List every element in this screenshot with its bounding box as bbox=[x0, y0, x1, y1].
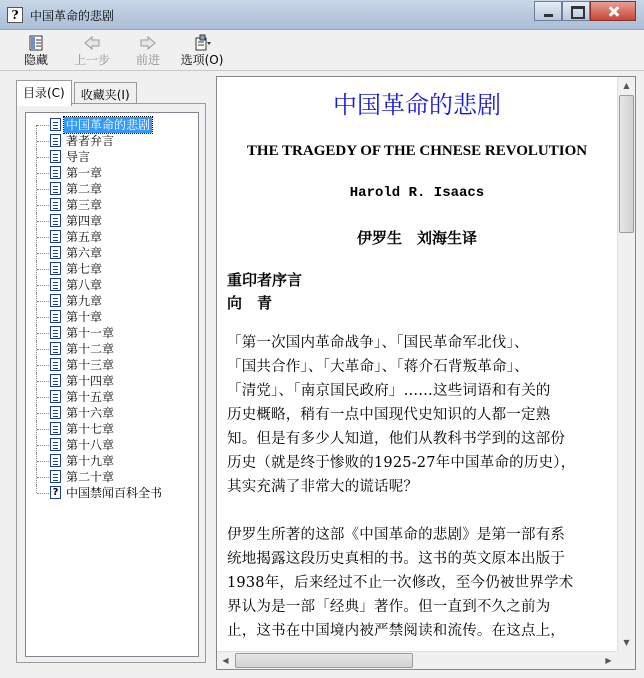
window-title: 中国革命的悲剧 bbox=[30, 9, 115, 23]
tree-guide-line bbox=[37, 365, 49, 366]
tree-item[interactable] bbox=[26, 373, 196, 389]
tree-item[interactable] bbox=[26, 117, 196, 133]
tree-item-label: 著者弁言 bbox=[66, 134, 115, 148]
paragraph-line: 「国共合作」、「大革命」、「蒋介石背叛革命」、 bbox=[227, 359, 529, 375]
tree-item[interactable] bbox=[26, 197, 196, 213]
tree-item[interactable] bbox=[26, 293, 196, 309]
tree-item-label: 第十二章 bbox=[66, 342, 115, 356]
section-heading bbox=[227, 269, 302, 315]
arrow-left-icon bbox=[83, 34, 101, 52]
tree-item[interactable] bbox=[26, 325, 196, 341]
tree-item-label: 中国革命的悲剧 bbox=[66, 118, 151, 132]
title-bar[interactable] bbox=[0, 0, 644, 30]
document-icon bbox=[50, 134, 61, 147]
options-label: 选项(O) bbox=[180, 53, 224, 67]
maximize-button[interactable] bbox=[562, 1, 590, 21]
tree-item[interactable] bbox=[26, 133, 196, 149]
tree-guide-line bbox=[37, 429, 49, 430]
tree-item[interactable] bbox=[26, 229, 196, 245]
document-icon bbox=[50, 246, 61, 259]
navigation-pane bbox=[8, 76, 208, 670]
tree-item[interactable] bbox=[26, 261, 196, 277]
tree-item-label: 第二十章 bbox=[66, 470, 115, 484]
horizontal-scrollbar[interactable] bbox=[217, 651, 617, 669]
tree-item[interactable] bbox=[26, 213, 196, 229]
toolbar bbox=[0, 31, 644, 71]
document-icon bbox=[50, 390, 61, 403]
document-icon bbox=[50, 230, 61, 243]
document-icon bbox=[50, 166, 61, 179]
paragraph-line: 「第一次国内革命战争」、「国民革命军北伐」、 bbox=[227, 335, 529, 351]
tab-panel bbox=[16, 103, 206, 663]
tree-item-label: 第十八章 bbox=[66, 438, 115, 452]
options-menu-icon bbox=[193, 34, 211, 52]
minimize-button[interactable] bbox=[534, 1, 562, 21]
scroll-down-icon[interactable]: ▼ bbox=[623, 638, 630, 647]
tree-item[interactable] bbox=[26, 245, 196, 261]
author-name: Harold R. Isaacs bbox=[349, 185, 485, 201]
document-icon bbox=[50, 214, 61, 227]
tree-item[interactable] bbox=[26, 485, 196, 501]
tree-item-label: 第十一章 bbox=[66, 326, 115, 340]
tree-guide-line bbox=[37, 125, 49, 126]
tree-item-label: 第七章 bbox=[66, 262, 103, 276]
section-heading-author: 向 青 bbox=[227, 294, 273, 312]
document-icon bbox=[50, 374, 61, 387]
document-icon bbox=[50, 118, 61, 131]
tree-guide-line bbox=[37, 349, 49, 350]
nav-tabs bbox=[16, 80, 139, 104]
scroll-up-icon[interactable]: ▲ bbox=[623, 81, 630, 90]
tree-item-label: 中国禁闻百科全书 bbox=[66, 486, 163, 500]
tree-item[interactable] bbox=[26, 309, 196, 325]
paragraph-1 bbox=[227, 331, 599, 499]
document-icon bbox=[50, 422, 61, 435]
tree-guide-line bbox=[37, 317, 49, 318]
content-pane[interactable] bbox=[216, 76, 636, 670]
tree-guide-line bbox=[37, 269, 49, 270]
translators: 伊罗生 刘海生译 bbox=[356, 229, 477, 247]
paragraph-line: 其实充满了非常大的谎话呢？ bbox=[227, 479, 419, 495]
tree-guide-line bbox=[37, 189, 49, 190]
tree-guide-line bbox=[37, 141, 49, 142]
paragraph-2 bbox=[227, 523, 599, 643]
tree-item-label: 导言 bbox=[66, 150, 91, 164]
tree-guide-line bbox=[37, 397, 49, 398]
back-button[interactable] bbox=[66, 34, 118, 70]
document-view bbox=[217, 77, 617, 651]
tree-item[interactable] bbox=[26, 453, 196, 469]
tree-guide-line bbox=[37, 445, 49, 446]
help-topic-icon: ? bbox=[50, 486, 61, 499]
paragraph-line: 统地揭露这段历史真相的书。这书的英文原本出版于 bbox=[227, 551, 566, 567]
tree-item[interactable] bbox=[26, 341, 196, 357]
document-icon bbox=[50, 406, 61, 419]
document-icon bbox=[50, 358, 61, 371]
tree-item[interactable] bbox=[26, 165, 196, 181]
document-icon bbox=[50, 182, 61, 195]
paragraph-line: 历史概略，稍有一点中国现代史知识的人都一定熟 bbox=[227, 407, 551, 423]
hide-button[interactable] bbox=[10, 34, 62, 70]
tree-guide-line bbox=[37, 493, 49, 494]
tree-item[interactable] bbox=[26, 149, 196, 165]
tree-item-label: 第十五章 bbox=[66, 390, 115, 404]
book-title: 中国革命的悲剧 bbox=[333, 91, 501, 119]
tree-guide-line bbox=[37, 237, 49, 238]
paragraph-line: 伊罗生所著的这部《中国革命的悲剧》是第一部有系 bbox=[227, 527, 566, 543]
tree-guide-line bbox=[37, 461, 49, 462]
tree-item[interactable] bbox=[26, 421, 196, 437]
tree-item[interactable] bbox=[26, 469, 196, 485]
tab-contents[interactable]: 目录(C) bbox=[16, 80, 72, 106]
arrow-right-icon bbox=[139, 34, 157, 52]
tree-item[interactable] bbox=[26, 181, 196, 197]
tree-item-label: 第十六章 bbox=[66, 406, 115, 420]
tree-guide-line bbox=[37, 285, 49, 286]
tree-item-label: 第十七章 bbox=[66, 422, 115, 436]
paragraph-line: 「清党」、「南京国民政府」……这些词语和有关的 bbox=[227, 383, 551, 399]
close-button[interactable] bbox=[590, 1, 636, 21]
tree-item-label: 第十章 bbox=[66, 310, 103, 324]
vertical-scrollbar[interactable] bbox=[617, 77, 635, 651]
document-icon bbox=[50, 326, 61, 339]
tree-guide-line bbox=[37, 477, 49, 478]
tree-guide-line bbox=[37, 413, 49, 414]
document-icon bbox=[50, 454, 61, 467]
tree-guide-line bbox=[37, 301, 49, 302]
document-icon bbox=[50, 470, 61, 483]
document-icon bbox=[50, 262, 61, 275]
tree-item-label: 第八章 bbox=[66, 278, 103, 292]
tree-guide-line bbox=[37, 157, 49, 158]
horizontal-scroll-thumb[interactable] bbox=[235, 653, 413, 668]
tree-item-label: 第四章 bbox=[66, 214, 103, 228]
tree-item[interactable] bbox=[26, 357, 196, 373]
window-controls bbox=[534, 1, 636, 21]
tree-item-label: 第五章 bbox=[66, 230, 103, 244]
document-icon bbox=[50, 198, 61, 211]
tree-guide-line bbox=[36, 485, 37, 493]
tree-item-label: 第三章 bbox=[66, 198, 103, 212]
scroll-corner bbox=[617, 651, 635, 669]
paragraph-line: 历史（就是终于惨败的1925-27年中国革命的历史）， bbox=[227, 455, 576, 471]
tree-item[interactable] bbox=[26, 389, 196, 405]
tree-item-label: 第六章 bbox=[66, 246, 103, 260]
tree-item-label: 第十三章 bbox=[66, 358, 115, 372]
hide-label: 隐藏 bbox=[23, 53, 48, 67]
tree-guide-line bbox=[37, 173, 49, 174]
scroll-right-icon[interactable]: ▶ bbox=[605, 656, 612, 665]
tree-guide-line bbox=[37, 205, 49, 206]
contents-tree[interactable] bbox=[25, 112, 199, 657]
tree-item-label: 第十九章 bbox=[66, 454, 115, 468]
paragraph-line: 知。但是有多少人知道，他们从教科书学到的这部份 bbox=[227, 431, 566, 447]
back-label: 上一步 bbox=[73, 53, 110, 67]
document-icon bbox=[50, 294, 61, 307]
tree-guide-line bbox=[37, 253, 49, 254]
tree-guide-line bbox=[36, 125, 37, 133]
paragraph-line: 止，这书在中国境内被严禁阅读和流传。在这点上， bbox=[227, 623, 566, 639]
document-icon bbox=[50, 278, 61, 291]
tree-item[interactable] bbox=[26, 405, 196, 421]
tree-item[interactable] bbox=[26, 277, 196, 293]
forward-label: 前进 bbox=[135, 53, 160, 67]
tree-item-label: 第十四章 bbox=[66, 374, 115, 388]
document-icon bbox=[50, 150, 61, 163]
vertical-scroll-thumb[interactable] bbox=[619, 95, 634, 233]
tree-guide-line bbox=[37, 381, 49, 382]
tree-item-label: 第一章 bbox=[66, 166, 103, 180]
document-icon bbox=[50, 342, 61, 355]
tree-guide-line bbox=[37, 333, 49, 334]
document-icon bbox=[50, 310, 61, 323]
document-icon bbox=[50, 438, 61, 451]
english-title: THE TRAGEDY OF THE CHNESE REVOLUTION bbox=[246, 143, 588, 159]
question-help-icon[interactable]: ? bbox=[7, 7, 23, 23]
tree-item-label: 第九章 bbox=[66, 294, 103, 308]
scroll-left-icon[interactable]: ◀ bbox=[222, 656, 229, 665]
tree-item-label: 第二章 bbox=[66, 182, 103, 196]
tab-favorites[interactable]: 收藏夹(I) bbox=[74, 82, 137, 104]
hide-pane-icon bbox=[27, 34, 45, 52]
tree-item[interactable] bbox=[26, 437, 196, 453]
tree-guide-line bbox=[37, 221, 49, 222]
paragraph-line: 1938年，后来经过不止一次修改，至今仍被世界学术 bbox=[227, 575, 574, 591]
forward-button[interactable] bbox=[122, 34, 174, 70]
section-heading-title: 重印者序言 bbox=[227, 271, 303, 289]
options-button[interactable] bbox=[176, 34, 228, 70]
paragraph-line: 界认为是一部「经典」著作。但一直到不久之前为 bbox=[227, 599, 551, 615]
